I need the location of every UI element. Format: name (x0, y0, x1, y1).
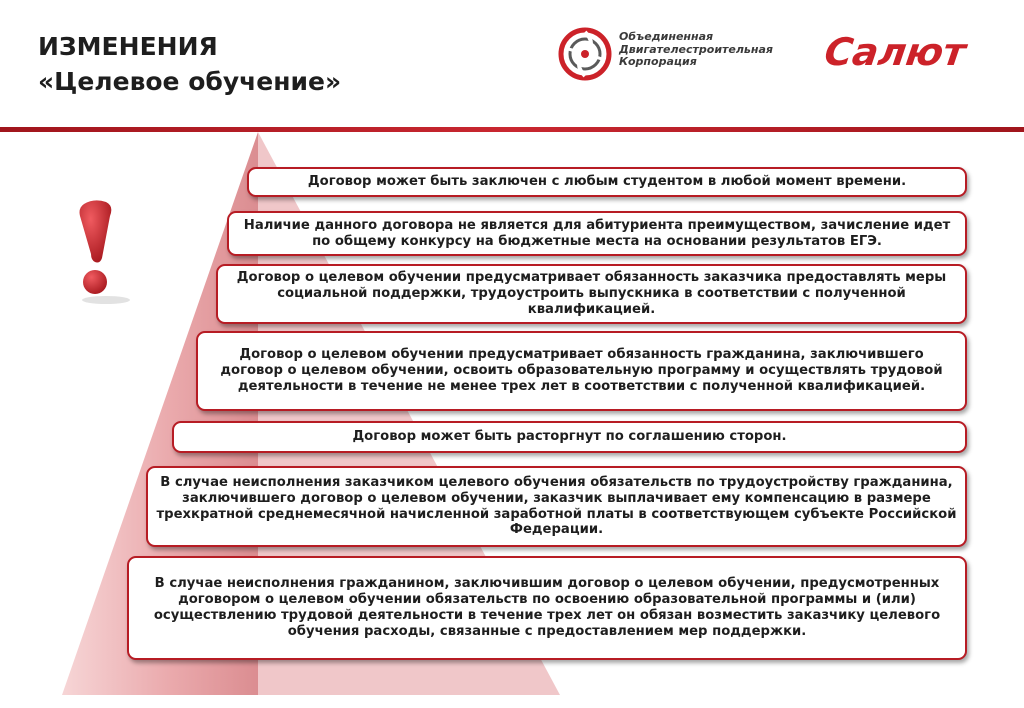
corporation-emblem-icon (557, 26, 613, 82)
company-logo (555, 22, 1005, 90)
list-item: Договор может быть расторгнут по соглашению сторон. (172, 421, 967, 453)
title-line-2: «Целевое обучение» (38, 67, 342, 96)
brand-name: Салют (821, 30, 969, 74)
title-line-1: ИЗМЕНЕНИЯ (38, 32, 218, 61)
list-item: В случае неисполнения гражданином, заключившим договор о целевом обучении, предусмотренных договором о целевом обучении обязательств по освоению образовательной программы и (или) осуществлению трудовой деятельности в течение трех лет он обязан возместить заказчику целевого обучения расходы, связанные с предоставлением мер поддержки. (127, 556, 967, 660)
list-item: В случае неисполнения заказчиком целевого обучения обязательств по трудоустройству гражданина, заключившего договор о целевом обучении, заказчик выплачивает ему компенсацию в размере трехкратной среднемесячной начисленной заработной платы в соответствующем субъекте Российской Федерации. (146, 466, 967, 547)
exclamation-icon (72, 196, 142, 306)
header-divider (0, 127, 1024, 132)
list-item: Договор о целевом обучении предусматривает обязанность заказчика предоставлять меры социальной поддержки, трудоустроить выпускника в соответствии с полученной квалификацией. (216, 264, 967, 324)
list-item: Наличие данного договора не является для абитуриента преимуществом, зачисление идет по общему конкурсу на бюджетные места на основании результатов ЕГЭ. (227, 211, 967, 256)
list-item: Договор о целевом обучении предусматривает обязанность гражданина, заключившего договор о целевом обучении, освоить образовательную программу и осуществлять трудовой деятельности в течение не менее трех лет в соответствии с полученной квалификацией. (196, 331, 967, 411)
page-title (38, 30, 341, 100)
corporation-name: Объединенная Двигателестроительная Корпорация (619, 30, 773, 68)
list-item: Договор может быть заключен с любым студентом в любой момент времени. (247, 167, 967, 197)
